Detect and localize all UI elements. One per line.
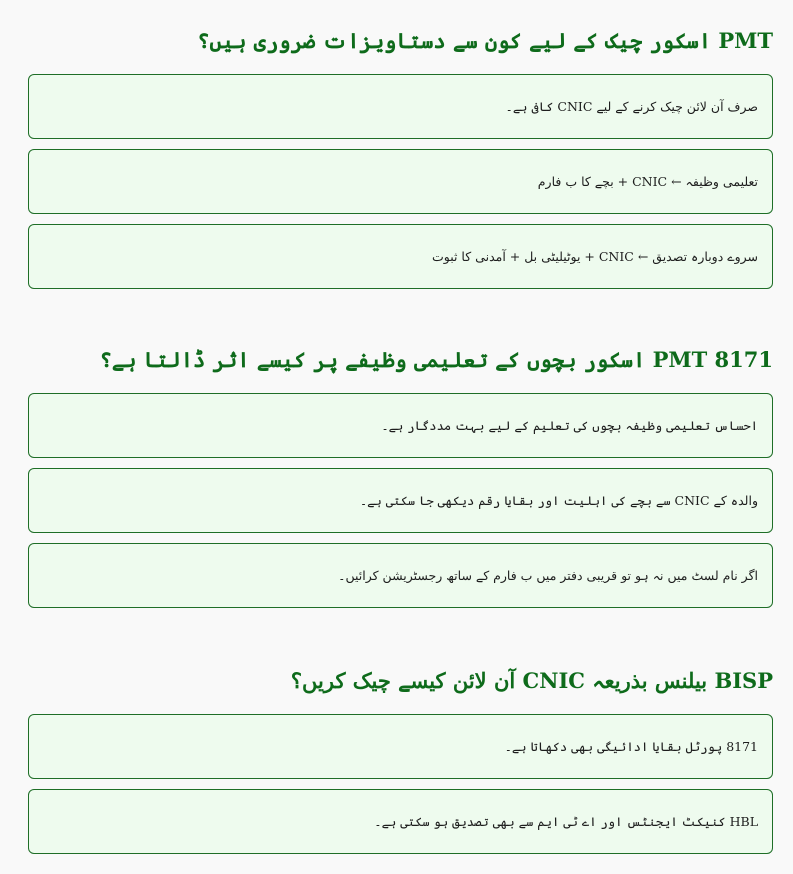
info-card-text: سروے دوبارہ تصدیق ← CNIC + یوٹیلیٹی بل + آمدنی کا ثبوت xyxy=(431,248,758,264)
section-heading: 8171 PMT اسکور بچوں کے تعلیمی وظیفے پر کیسے اثر ڈالتا ہے؟ xyxy=(99,347,773,372)
info-card-text: احساس تعلیمی وظیفہ بچوں کی تعلیم کے لیے بہت مددگار ہے۔ xyxy=(381,417,758,433)
info-card xyxy=(28,74,773,139)
info-card xyxy=(28,789,773,854)
section-heading: PMT اسکور چیک کے لیے کون سے دستاویزات ضروری ہیں؟ xyxy=(197,28,773,53)
section-balance-check xyxy=(28,666,773,864)
section-documents xyxy=(28,26,773,299)
info-card-text: صرف آن لائن چیک کرنے کے لیے CNIC کافی ہے۔ xyxy=(505,98,758,114)
info-card-text: اگر نام لسٹ میں نہ ہو تو قریبی دفتر میں ب فارم کے ساتھ رجسٹریشن کرائیں۔ xyxy=(338,567,758,583)
info-card xyxy=(28,714,773,779)
info-card xyxy=(28,543,773,608)
info-card-text: تعلیمی وظیفہ ← CNIC + بچے کا ب فارم xyxy=(537,173,758,189)
info-card xyxy=(28,393,773,458)
info-card xyxy=(28,149,773,214)
info-card xyxy=(28,224,773,289)
section-education-stipend xyxy=(28,345,773,618)
info-card-text: 8171 پورٹل بقایا ادائیگی بھی دکھاتا ہے۔ xyxy=(504,738,758,754)
info-card-text: والدہ کے CNIC سے بچے کی اہلیت اور بقایا رقم دیکھی جا سکتی ہے۔ xyxy=(359,492,758,508)
info-card xyxy=(28,468,773,533)
info-card-text: HBL کنیکٹ ایجنٹس اور اے ٹی ایم سے بھی تصدیق ہو سکتی ہے۔ xyxy=(374,813,758,829)
section-heading: BISP بیلنس بذریعہ CNIC آن لائن کیسے چیک کریں؟ xyxy=(290,668,773,693)
